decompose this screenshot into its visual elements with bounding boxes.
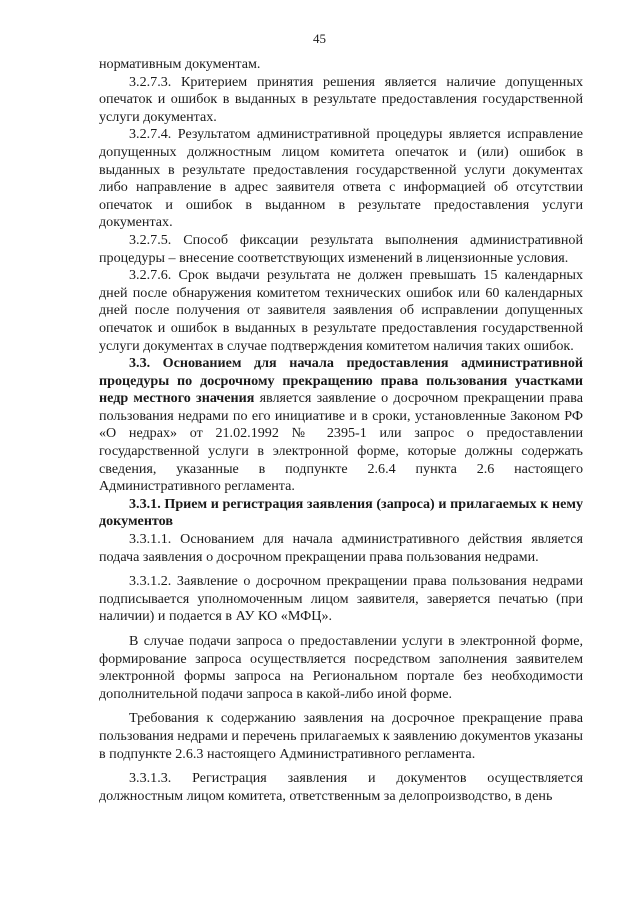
paragraph: нормативным документам.	[99, 56, 261, 72]
paragraph: 3.2.7.5. Способ фиксации результата выполнения административной процедуры – внесение соответствующих изменений в лицензионные условия.	[99, 231, 583, 266]
paragraph: 3.2.7.3. Критерием принятия решения является наличие допущенных опечаток и ошибок в выданных в результате предоставления государственной услуги документах.	[99, 73, 583, 125]
paragraph: 3.2.7.4. Результатом административной процедуры является исправление допущенных должностным лицом комитета опечаток и (или) ошибок в выданных в результате предоставления государственной услуги документах либо направление в адрес заявителя ответа с информацией об отсутствии опечаток и ошибок в выданном в результате предоставления услуги документах.	[99, 126, 583, 231]
paragraph: 3.3.1.2. Заявление о досрочном прекращении права пользования недрами подписывается уполномоченным лицом заявителя, заверяется печатью (при наличии) и подается в АУ КО «МФЦ».	[99, 573, 583, 625]
subsection-heading-text: 3.3.1. Прием и регистрация заявления (запроса) и прилагаемых к нему документов	[99, 495, 583, 530]
paragraph: В случае подачи запроса о предоставлении услуги в электронной форме, формирование запроса осуществляется посредством заполнения заявителем электронной формы запроса на Региональном портале без необходимости дополнительной подачи запроса в какой-либо иной форме.	[99, 633, 583, 702]
section-heading-inline: 3.3. Основанием для начала предоставления административной процедуры по досрочному прекращению права пользования участками недр местного значения	[99, 355, 583, 407]
paragraph: Требования к содержанию заявления на досрочное прекращение права пользования недрами и перечень прилагаемых к заявлению документов указаны в подпункте 2.6.3 настоящего Административного регламента.	[99, 710, 583, 762]
paragraph: 3.2.7.6. Срок выдачи результата не должен превышать 15 календарных дней после обнаружения комитетом технических ошибок или 60 календарных дней после получения от заявителя заявления об исправлении допущенных опечаток и ошибок в выданных в результате предоставления государственной услуги документах в случае подтверждения комитетом наличия таких ошибок.	[99, 267, 583, 354]
page-number: 45	[313, 31, 326, 46]
paragraph	[99, 355, 583, 496]
paragraph: 3.3.1.3. Регистрация заявления и документов осуществляется должностным лицом комитета, ответственным за делопроизводство, в день	[99, 770, 583, 804]
paragraph: 3.3.1.1. Основанием для начала административного действия является подача заявления о досрочном прекращении права пользования недрами.	[99, 531, 583, 565]
subsection-heading	[99, 496, 583, 531]
page-body	[99, 56, 583, 805]
paragraph-text: является заявление о досрочном прекращении права пользования недрами по его инициативе и в сроки, установленные Законом РФ «О недрах» от 21.02.1992 № 2395-1 или запрос о предоставлении государственной услуги в электронной форме, которые должны содержать сведения, указанные в подпункте 2.6.4 пункта 2.6 настоящего Административного регламента.	[99, 390, 584, 495]
